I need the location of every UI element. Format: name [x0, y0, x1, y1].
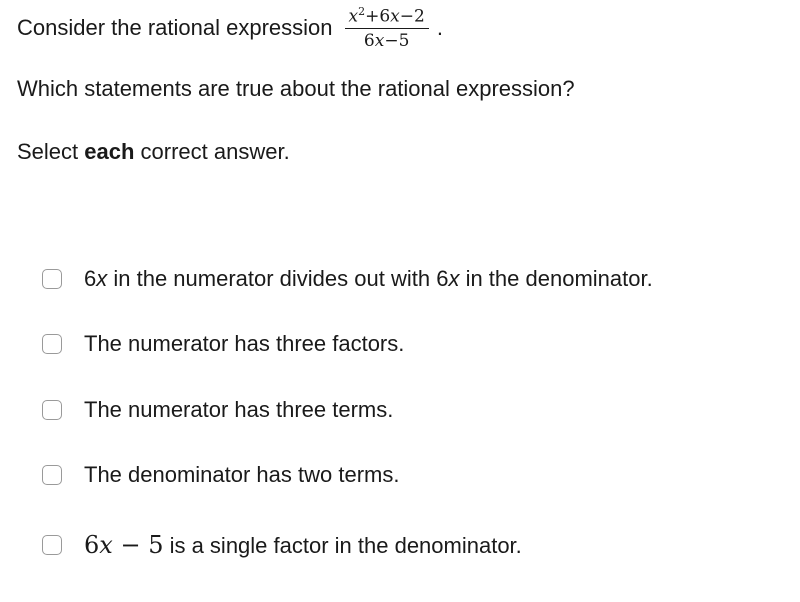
option-3-checkbox[interactable]: [42, 400, 62, 420]
option-5-coef: 6: [84, 531, 100, 559]
prompt-line: [17, 0, 443, 56]
option-5-checkbox[interactable]: [42, 535, 62, 555]
prompt-text: Consider the rational expression: [17, 15, 333, 40]
expression-numerator: [345, 6, 429, 30]
instruction-line: [17, 139, 290, 165]
option-1-label: [84, 266, 653, 292]
numerator-exponent: 2: [358, 4, 366, 18]
option-1-text-b: in the denominator.: [459, 266, 653, 291]
instruction-bold: each: [84, 139, 135, 164]
rational-expression: [345, 6, 429, 51]
option-5-var: x: [99, 531, 113, 559]
instruction-suffix: correct answer.: [134, 139, 290, 164]
option-5-text: is a single factor in the denominator.: [163, 533, 522, 558]
option-5-math: [84, 531, 163, 559]
option-3[interactable]: [42, 397, 393, 423]
prompt-period: .: [436, 15, 443, 40]
option-3-label: The numerator has three terms.: [84, 397, 394, 422]
question-text: Which statements are true about the rational expression?: [17, 76, 575, 101]
option-5-label: [84, 531, 522, 559]
option-1-math-a: 6x: [84, 266, 108, 291]
option-4-checkbox[interactable]: [42, 465, 62, 485]
option-4[interactable]: [42, 462, 399, 488]
option-1-checkbox[interactable]: [42, 269, 62, 289]
expression-denominator: 6x−5: [363, 31, 410, 52]
option-5[interactable]: [42, 531, 522, 559]
option-2-label: The numerator has three factors.: [84, 331, 405, 356]
option-2-checkbox[interactable]: [42, 334, 62, 354]
instruction-prefix: Select: [17, 139, 85, 164]
option-1-math-b: 6x: [436, 266, 460, 291]
option-1-text-a: in the numerator divides out with: [107, 266, 437, 291]
numerator-rest: +6x−2: [365, 6, 425, 27]
option-1[interactable]: [42, 266, 653, 292]
numerator-x: x: [348, 6, 359, 27]
option-5-rest: − 5: [112, 531, 164, 559]
option-2[interactable]: [42, 331, 404, 357]
option-4-label: The denominator has two terms.: [84, 462, 400, 487]
